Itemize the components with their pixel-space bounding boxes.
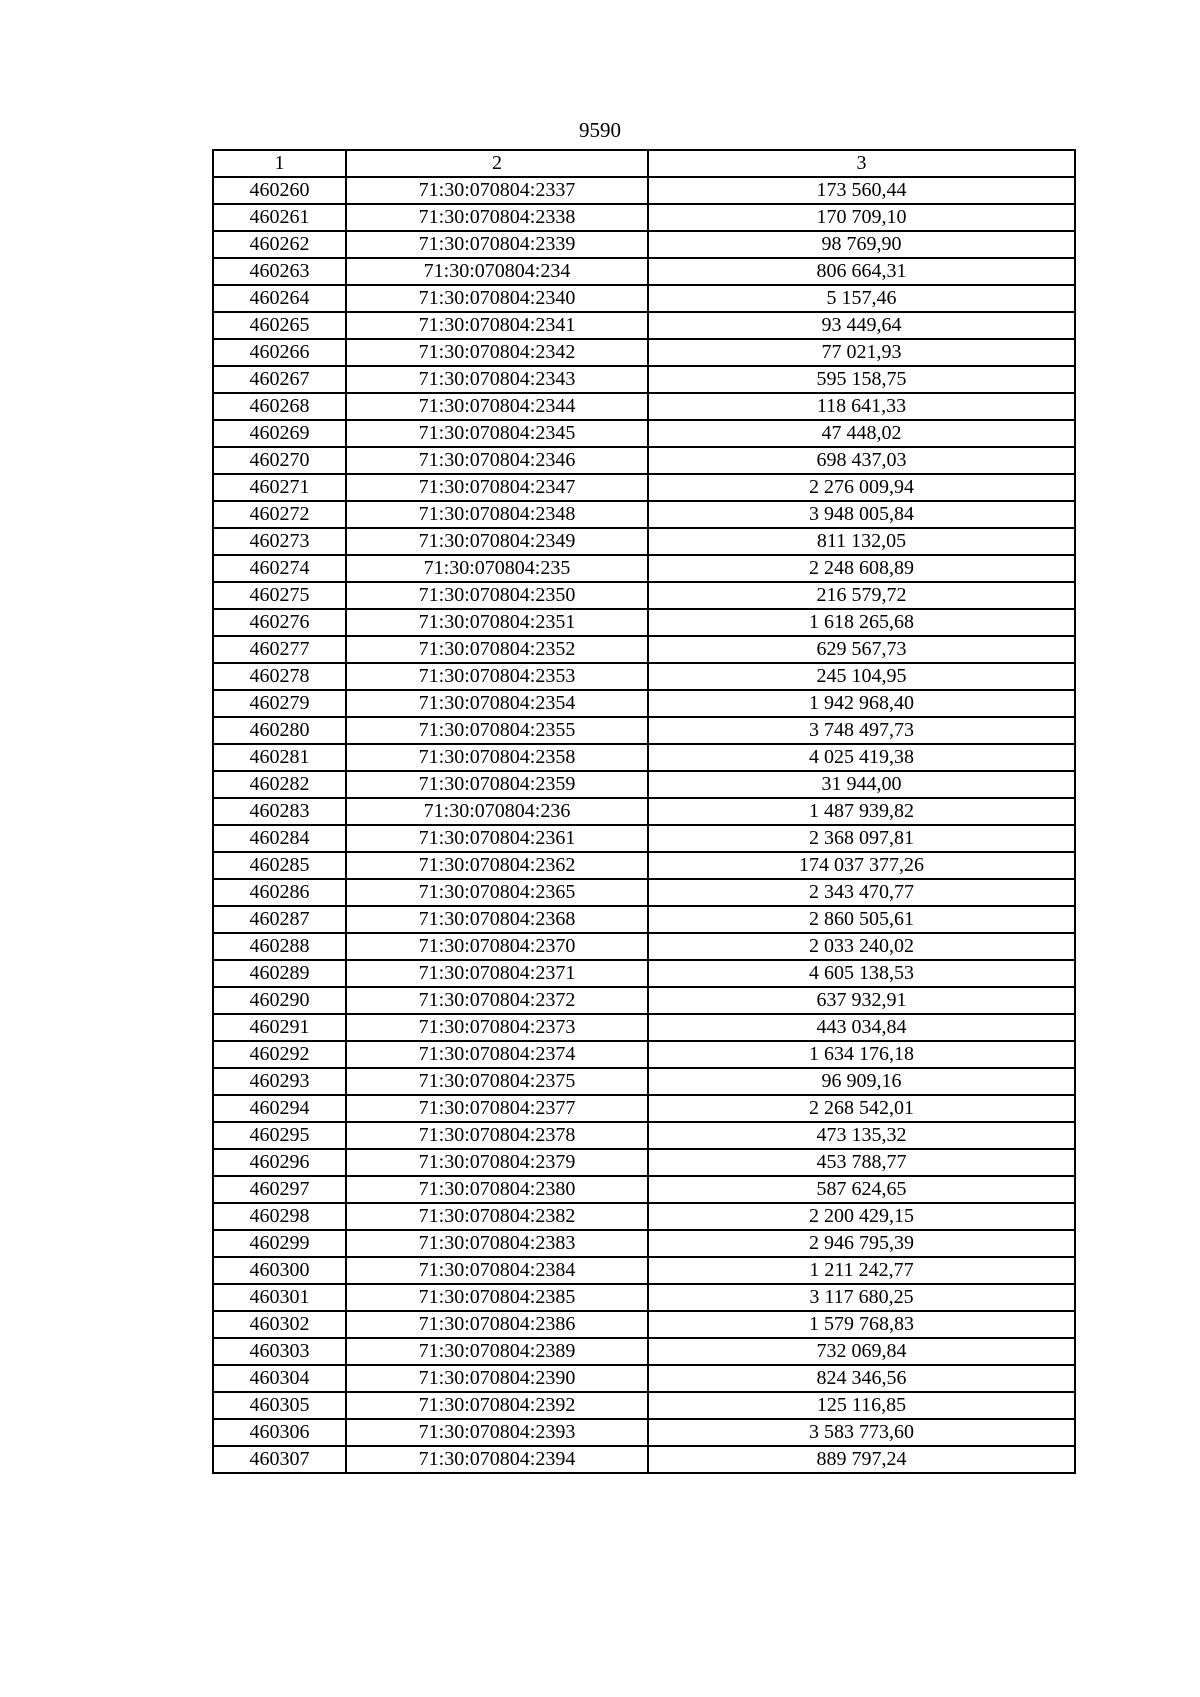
row-number-cell: 460268 — [213, 393, 346, 420]
value-cell: 1 942 968,40 — [648, 690, 1075, 717]
table-row — [213, 393, 1075, 420]
value-cell: 3 583 773,60 — [648, 1419, 1075, 1446]
value-cell: 5 157,46 — [648, 285, 1075, 312]
cadastral-number-cell: 71:30:070804:2368 — [346, 906, 648, 933]
value-cell: 3 948 005,84 — [648, 501, 1075, 528]
cadastral-number-cell: 71:30:070804:2344 — [346, 393, 648, 420]
value-cell: 2 368 097,81 — [648, 825, 1075, 852]
table-row — [213, 1149, 1075, 1176]
value-cell: 98 769,90 — [648, 231, 1075, 258]
table-row — [213, 987, 1075, 1014]
table-row — [213, 474, 1075, 501]
table-row — [213, 258, 1075, 285]
value-cell: 93 449,64 — [648, 312, 1075, 339]
row-number-cell: 460302 — [213, 1311, 346, 1338]
row-number-cell: 460291 — [213, 1014, 346, 1041]
table-row — [213, 798, 1075, 825]
cadastral-number-cell: 71:30:070804:2342 — [346, 339, 648, 366]
cadastral-number-cell: 71:30:070804:2345 — [346, 420, 648, 447]
table-row — [213, 663, 1075, 690]
row-number-cell: 460290 — [213, 987, 346, 1014]
row-number-cell: 460294 — [213, 1095, 346, 1122]
cadastral-number-cell: 71:30:070804:2339 — [346, 231, 648, 258]
value-cell: 1 487 939,82 — [648, 798, 1075, 825]
cadastral-number-cell: 71:30:070804:2355 — [346, 717, 648, 744]
value-cell: 2 860 505,61 — [648, 906, 1075, 933]
row-number-cell: 460301 — [213, 1284, 346, 1311]
table-row — [213, 1284, 1075, 1311]
table-row — [213, 339, 1075, 366]
row-number-cell: 460287 — [213, 906, 346, 933]
row-number-cell: 460292 — [213, 1041, 346, 1068]
row-number-cell: 460274 — [213, 555, 346, 582]
row-number-cell: 460271 — [213, 474, 346, 501]
table-row — [213, 204, 1075, 231]
row-number-cell: 460306 — [213, 1419, 346, 1446]
row-number-cell: 460283 — [213, 798, 346, 825]
table-row — [213, 933, 1075, 960]
value-cell: 47 448,02 — [648, 420, 1075, 447]
row-number-cell: 460269 — [213, 420, 346, 447]
table-row — [213, 231, 1075, 258]
row-number-cell: 460272 — [213, 501, 346, 528]
cadastral-number-cell: 71:30:070804:2377 — [346, 1095, 648, 1122]
value-cell: 245 104,95 — [648, 663, 1075, 690]
cadastral-number-cell: 71:30:070804:2350 — [346, 582, 648, 609]
row-number-cell: 460262 — [213, 231, 346, 258]
cadastral-number-cell: 71:30:070804:2384 — [346, 1257, 648, 1284]
table-row — [213, 285, 1075, 312]
value-cell: 4 605 138,53 — [648, 960, 1075, 987]
table-row — [213, 609, 1075, 636]
table-row — [213, 744, 1075, 771]
cadastral-number-cell: 71:30:070804:2354 — [346, 690, 648, 717]
row-number-cell: 460264 — [213, 285, 346, 312]
value-cell: 173 560,44 — [648, 177, 1075, 204]
table-row — [213, 771, 1075, 798]
cadastral-number-cell: 71:30:070804:2340 — [346, 285, 648, 312]
row-number-cell: 460275 — [213, 582, 346, 609]
value-cell: 2 248 608,89 — [648, 555, 1075, 582]
value-cell: 2 276 009,94 — [648, 474, 1075, 501]
cadastral-number-cell: 71:30:070804:2343 — [346, 366, 648, 393]
row-number-cell: 460289 — [213, 960, 346, 987]
header-row — [213, 150, 1075, 177]
cadastral-number-cell: 71:30:070804:2379 — [346, 1149, 648, 1176]
value-cell: 2 343 470,77 — [648, 879, 1075, 906]
value-cell: 1 634 176,18 — [648, 1041, 1075, 1068]
table-row — [213, 1365, 1075, 1392]
row-number-cell: 460276 — [213, 609, 346, 636]
cadastral-number-cell: 71:30:070804:2337 — [346, 177, 648, 204]
value-cell: 443 034,84 — [648, 1014, 1075, 1041]
value-cell: 637 932,91 — [648, 987, 1075, 1014]
row-number-cell: 460288 — [213, 933, 346, 960]
row-number-cell: 460263 — [213, 258, 346, 285]
table-row — [213, 879, 1075, 906]
row-number-cell: 460295 — [213, 1122, 346, 1149]
table-row — [213, 312, 1075, 339]
row-number-cell: 460286 — [213, 879, 346, 906]
table-row — [213, 582, 1075, 609]
cadastral-number-cell: 71:30:070804:2346 — [346, 447, 648, 474]
table-row — [213, 447, 1075, 474]
cadastral-number-cell: 71:30:070804:2380 — [346, 1176, 648, 1203]
value-cell: 595 158,75 — [648, 366, 1075, 393]
value-cell: 587 624,65 — [648, 1176, 1075, 1203]
table-row — [213, 555, 1075, 582]
table-row — [213, 528, 1075, 555]
cadastral-number-cell: 71:30:070804:2373 — [346, 1014, 648, 1041]
table-row — [213, 1419, 1075, 1446]
cadastral-number-cell: 71:30:070804:2352 — [346, 636, 648, 663]
table-row — [213, 1176, 1075, 1203]
value-cell: 125 116,85 — [648, 1392, 1075, 1419]
column-header-2: 2 — [346, 150, 648, 177]
value-cell: 2 946 795,39 — [648, 1230, 1075, 1257]
cadastral-number-cell: 71:30:070804:2348 — [346, 501, 648, 528]
cadastral-number-cell: 71:30:070804:2341 — [346, 312, 648, 339]
value-cell: 698 437,03 — [648, 447, 1075, 474]
row-number-cell: 460282 — [213, 771, 346, 798]
row-number-cell: 460261 — [213, 204, 346, 231]
table-row — [213, 1203, 1075, 1230]
value-cell: 1 618 265,68 — [648, 609, 1075, 636]
value-cell: 889 797,24 — [648, 1446, 1075, 1473]
table-row — [213, 366, 1075, 393]
table-row — [213, 906, 1075, 933]
value-cell: 31 944,00 — [648, 771, 1075, 798]
table-row — [213, 1446, 1075, 1473]
table-row — [213, 1338, 1075, 1365]
row-number-cell: 460284 — [213, 825, 346, 852]
table-row — [213, 852, 1075, 879]
cadastral-number-cell: 71:30:070804:2386 — [346, 1311, 648, 1338]
table-row — [213, 420, 1075, 447]
row-number-cell: 460273 — [213, 528, 346, 555]
row-number-cell: 460305 — [213, 1392, 346, 1419]
row-number-cell: 460270 — [213, 447, 346, 474]
value-cell: 77 021,93 — [648, 339, 1075, 366]
row-number-cell: 460304 — [213, 1365, 346, 1392]
value-cell: 96 909,16 — [648, 1068, 1075, 1095]
cadastral-number-cell: 71:30:070804:2353 — [346, 663, 648, 690]
row-number-cell: 460285 — [213, 852, 346, 879]
cadastral-number-cell: 71:30:070804:2389 — [346, 1338, 648, 1365]
cadastral-number-cell: 71:30:070804:2374 — [346, 1041, 648, 1068]
row-number-cell: 460307 — [213, 1446, 346, 1473]
row-number-cell: 460267 — [213, 366, 346, 393]
cadastral-number-cell: 71:30:070804:2365 — [346, 879, 648, 906]
cadastral-number-cell: 71:30:070804:2347 — [346, 474, 648, 501]
table-row — [213, 1257, 1075, 1284]
row-number-cell: 460300 — [213, 1257, 346, 1284]
cadastral-number-cell: 71:30:070804:2375 — [346, 1068, 648, 1095]
cadastral-number-cell: 71:30:070804:2358 — [346, 744, 648, 771]
table-row — [213, 1095, 1075, 1122]
table-row — [213, 1041, 1075, 1068]
cadastral-number-cell: 71:30:070804:2378 — [346, 1122, 648, 1149]
cadastral-number-cell: 71:30:070804:2351 — [346, 609, 648, 636]
value-cell: 174 037 377,26 — [648, 852, 1075, 879]
row-number-cell: 460278 — [213, 663, 346, 690]
value-cell: 473 135,32 — [648, 1122, 1075, 1149]
cadastral-number-cell: 71:30:070804:2371 — [346, 960, 648, 987]
cadastral-number-cell: 71:30:070804:2359 — [346, 771, 648, 798]
row-number-cell: 460298 — [213, 1203, 346, 1230]
value-cell: 4 025 419,38 — [648, 744, 1075, 771]
table-row — [213, 177, 1075, 204]
value-cell: 2 268 542,01 — [648, 1095, 1075, 1122]
page-number: 9590 — [579, 118, 621, 142]
cadastral-number-cell: 71:30:070804:234 — [346, 258, 648, 285]
registry-table — [212, 149, 1076, 1474]
table-row — [213, 1122, 1075, 1149]
value-cell: 811 132,05 — [648, 528, 1075, 555]
value-cell: 216 579,72 — [648, 582, 1075, 609]
value-cell: 1 579 768,83 — [648, 1311, 1075, 1338]
row-number-cell: 460296 — [213, 1149, 346, 1176]
cadastral-number-cell: 71:30:070804:2392 — [346, 1392, 648, 1419]
table-row — [213, 636, 1075, 663]
table-row — [213, 1392, 1075, 1419]
cadastral-number-cell: 71:30:070804:2394 — [346, 1446, 648, 1473]
column-header-1: 1 — [213, 150, 346, 177]
value-cell: 118 641,33 — [648, 393, 1075, 420]
row-number-cell: 460280 — [213, 717, 346, 744]
row-number-cell: 460293 — [213, 1068, 346, 1095]
table-row — [213, 501, 1075, 528]
value-cell: 1 211 242,77 — [648, 1257, 1075, 1284]
row-number-cell: 460297 — [213, 1176, 346, 1203]
cadastral-number-cell: 71:30:070804:236 — [346, 798, 648, 825]
value-cell: 3 748 497,73 — [648, 717, 1075, 744]
table-row — [213, 1014, 1075, 1041]
table-row — [213, 1230, 1075, 1257]
value-cell: 732 069,84 — [648, 1338, 1075, 1365]
row-number-cell: 460299 — [213, 1230, 346, 1257]
value-cell: 453 788,77 — [648, 1149, 1075, 1176]
value-cell: 3 117 680,25 — [648, 1284, 1075, 1311]
cadastral-number-cell: 71:30:070804:2349 — [346, 528, 648, 555]
cadastral-number-cell: 71:30:070804:2382 — [346, 1203, 648, 1230]
table-row — [213, 717, 1075, 744]
table-row — [213, 690, 1075, 717]
table-row — [213, 1068, 1075, 1095]
cadastral-number-cell: 71:30:070804:235 — [346, 555, 648, 582]
table-header — [213, 150, 1075, 177]
table-body — [213, 177, 1075, 1473]
value-cell: 824 346,56 — [648, 1365, 1075, 1392]
cadastral-number-cell: 71:30:070804:2383 — [346, 1230, 648, 1257]
row-number-cell: 460266 — [213, 339, 346, 366]
column-header-3: 3 — [648, 150, 1075, 177]
row-number-cell: 460265 — [213, 312, 346, 339]
value-cell: 806 664,31 — [648, 258, 1075, 285]
value-cell: 170 709,10 — [648, 204, 1075, 231]
row-number-cell: 460279 — [213, 690, 346, 717]
row-number-cell: 460260 — [213, 177, 346, 204]
cadastral-number-cell: 71:30:070804:2385 — [346, 1284, 648, 1311]
row-number-cell: 460277 — [213, 636, 346, 663]
row-number-cell: 460281 — [213, 744, 346, 771]
cadastral-number-cell: 71:30:070804:2370 — [346, 933, 648, 960]
cadastral-number-cell: 71:30:070804:2393 — [346, 1419, 648, 1446]
value-cell: 629 567,73 — [648, 636, 1075, 663]
cadastral-number-cell: 71:30:070804:2361 — [346, 825, 648, 852]
row-number-cell: 460303 — [213, 1338, 346, 1365]
cadastral-number-cell: 71:30:070804:2362 — [346, 852, 648, 879]
table-row — [213, 960, 1075, 987]
table-row — [213, 1311, 1075, 1338]
cadastral-number-cell: 71:30:070804:2390 — [346, 1365, 648, 1392]
table-row — [213, 825, 1075, 852]
value-cell: 2 033 240,02 — [648, 933, 1075, 960]
cadastral-number-cell: 71:30:070804:2372 — [346, 987, 648, 1014]
cadastral-number-cell: 71:30:070804:2338 — [346, 204, 648, 231]
value-cell: 2 200 429,15 — [648, 1203, 1075, 1230]
